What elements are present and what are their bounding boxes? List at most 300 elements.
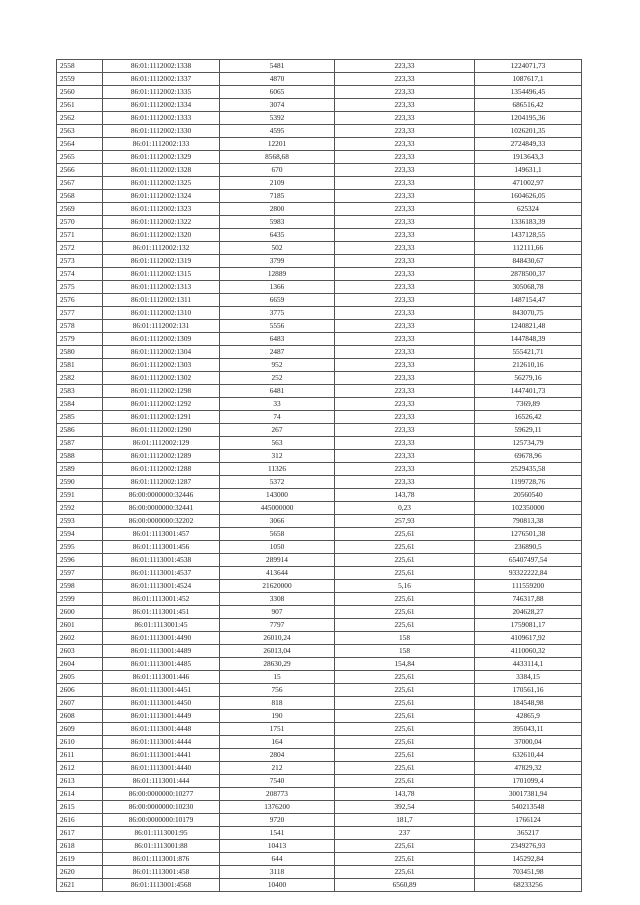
table-row	[57, 606, 582, 619]
area-cell: 3118	[220, 866, 335, 879]
area-cell: 12889	[220, 268, 335, 281]
row-number-cell: 2602	[57, 632, 103, 645]
cadastral-value-cell: 16526,42	[475, 411, 582, 424]
row-number-cell: 2566	[57, 164, 103, 177]
specific-value-cell: 158	[335, 632, 475, 645]
cadastral-value-cell: 37000,04	[475, 736, 582, 749]
table-row	[57, 112, 582, 125]
specific-value-cell: 225,61	[335, 606, 475, 619]
cadastral-number-cell: 86:01:1112002:1315	[103, 268, 220, 281]
area-cell: 26010,24	[220, 632, 335, 645]
cadastral-number-cell: 86:01:1112002:1313	[103, 281, 220, 294]
specific-value-cell: 225,61	[335, 554, 475, 567]
row-number-cell: 2576	[57, 294, 103, 307]
area-cell: 6483	[220, 333, 335, 346]
cadastral-value-cell: 1437128,55	[475, 229, 582, 242]
table-row	[57, 567, 582, 580]
table-row	[57, 710, 582, 723]
cadastral-number-cell: 86:01:1112002:1329	[103, 151, 220, 164]
specific-value-cell: 257,93	[335, 515, 475, 528]
row-number-cell: 2610	[57, 736, 103, 749]
table-row	[57, 619, 582, 632]
row-number-cell: 2594	[57, 528, 103, 541]
row-number-cell: 2606	[57, 684, 103, 697]
table-row	[57, 294, 582, 307]
table-row	[57, 476, 582, 489]
specific-value-cell: 223,33	[335, 320, 475, 333]
row-number-cell: 2596	[57, 554, 103, 567]
cadastral-value-cell: 204628,27	[475, 606, 582, 619]
cadastral-number-cell: 86:01:1113001:4441	[103, 749, 220, 762]
specific-value-cell: 223,33	[335, 333, 475, 346]
specific-value-cell: 223,33	[335, 203, 475, 216]
specific-value-cell: 6560,89	[335, 879, 475, 892]
specific-value-cell: 225,61	[335, 710, 475, 723]
cadastral-number-cell: 86:01:1112002:1292	[103, 398, 220, 411]
cadastral-number-cell: 86:01:1112002:1309	[103, 333, 220, 346]
specific-value-cell: 225,61	[335, 593, 475, 606]
cadastral-number-cell: 86:01:1113001:4440	[103, 762, 220, 775]
area-cell: 12201	[220, 138, 335, 151]
row-number-cell: 2578	[57, 320, 103, 333]
cadastral-value-cell: 1766124	[475, 814, 582, 827]
cadastral-number-cell: 86:01:1112002:1304	[103, 346, 220, 359]
table-row	[57, 554, 582, 567]
cadastral-number-cell: 86:00:0000000:32441	[103, 502, 220, 515]
cadastral-number-cell: 86:01:1113001:4450	[103, 697, 220, 710]
cadastral-value-cell: 555421,71	[475, 346, 582, 359]
table-row	[57, 164, 582, 177]
specific-value-cell: 223,33	[335, 138, 475, 151]
table-row	[57, 502, 582, 515]
row-number-cell: 2560	[57, 86, 103, 99]
table-row	[57, 203, 582, 216]
cadastral-value-cell: 848430,67	[475, 255, 582, 268]
table-row	[57, 216, 582, 229]
cadastral-value-cell: 1604626,05	[475, 190, 582, 203]
specific-value-cell: 225,61	[335, 775, 475, 788]
area-cell: 33	[220, 398, 335, 411]
cadastral-number-cell: 86:01:1112002:1328	[103, 164, 220, 177]
table-row	[57, 437, 582, 450]
area-cell: 3074	[220, 99, 335, 112]
row-number-cell: 2564	[57, 138, 103, 151]
table-row	[57, 840, 582, 853]
row-number-cell: 2558	[57, 60, 103, 73]
cadastral-number-cell: 86:01:1113001:444	[103, 775, 220, 788]
cadastral-value-cell: 1276501,38	[475, 528, 582, 541]
cadastral-value-cell: 2724849,33	[475, 138, 582, 151]
area-cell: 143000	[220, 489, 335, 502]
area-cell: 2487	[220, 346, 335, 359]
specific-value-cell: 0,23	[335, 502, 475, 515]
table-row	[57, 385, 582, 398]
row-number-cell: 2597	[57, 567, 103, 580]
table-row	[57, 268, 582, 281]
row-number-cell: 2577	[57, 307, 103, 320]
specific-value-cell: 223,33	[335, 177, 475, 190]
specific-value-cell: 181,7	[335, 814, 475, 827]
row-number-cell: 2599	[57, 593, 103, 606]
cadastral-value-cell: 703451,98	[475, 866, 582, 879]
specific-value-cell: 223,33	[335, 190, 475, 203]
row-number-cell: 2591	[57, 489, 103, 502]
specific-value-cell: 223,33	[335, 372, 475, 385]
cadastral-number-cell: 86:01:1113001:4449	[103, 710, 220, 723]
area-cell: 4595	[220, 125, 335, 138]
row-number-cell: 2621	[57, 879, 103, 892]
cadastral-value-cell: 843070,75	[475, 307, 582, 320]
row-number-cell: 2598	[57, 580, 103, 593]
row-number-cell: 2581	[57, 359, 103, 372]
area-cell: 10413	[220, 840, 335, 853]
cadastral-value-cell: 4433114,1	[475, 658, 582, 671]
cadastral-number-cell: 86:01:1112002:1338	[103, 60, 220, 73]
cadastral-value-cell: 625324	[475, 203, 582, 216]
specific-value-cell: 223,33	[335, 229, 475, 242]
row-number-cell: 2565	[57, 151, 103, 164]
cadastral-value-cell: 68233256	[475, 879, 582, 892]
specific-value-cell: 225,61	[335, 853, 475, 866]
area-cell: 312	[220, 450, 335, 463]
cadastral-number-cell: 86:01:1112002:1335	[103, 86, 220, 99]
specific-value-cell: 223,33	[335, 398, 475, 411]
cadastral-number-cell: 86:01:1113001:4568	[103, 879, 220, 892]
table-row	[57, 658, 582, 671]
cadastral-value-cell: 59629,11	[475, 424, 582, 437]
row-number-cell: 2589	[57, 463, 103, 476]
specific-value-cell: 223,33	[335, 424, 475, 437]
cadastral-number-cell: 86:01:1113001:4524	[103, 580, 220, 593]
cadastral-number-cell: 86:00:0000000:32446	[103, 489, 220, 502]
specific-value-cell: 225,61	[335, 528, 475, 541]
cadastral-value-cell: 1487154,47	[475, 294, 582, 307]
cadastral-value-cell: 65407497,54	[475, 554, 582, 567]
cadastral-number-cell: 86:01:1112002:1334	[103, 99, 220, 112]
cadastral-value-cell: 305068,78	[475, 281, 582, 294]
area-cell: 9720	[220, 814, 335, 827]
area-cell: 670	[220, 164, 335, 177]
area-cell: 3308	[220, 593, 335, 606]
cadastral-value-cell: 69678,96	[475, 450, 582, 463]
table-row	[57, 775, 582, 788]
specific-value-cell: 223,33	[335, 450, 475, 463]
table-row	[57, 333, 582, 346]
specific-value-cell: 223,33	[335, 255, 475, 268]
row-number-cell: 2562	[57, 112, 103, 125]
cadastral-number-cell: 86:01:1112002:1319	[103, 255, 220, 268]
row-number-cell: 2567	[57, 177, 103, 190]
table-row	[57, 424, 582, 437]
table-row	[57, 359, 582, 372]
table-row	[57, 736, 582, 749]
row-number-cell: 2614	[57, 788, 103, 801]
cadastral-number-cell: 86:01:1112002:1287	[103, 476, 220, 489]
cadastral-number-cell: 86:01:1113001:452	[103, 593, 220, 606]
specific-value-cell: 154,84	[335, 658, 475, 671]
specific-value-cell: 225,61	[335, 866, 475, 879]
cadastral-value-cell: 1199728,76	[475, 476, 582, 489]
cadastral-number-cell: 86:01:1112002:1333	[103, 112, 220, 125]
cadastral-value-cell: 632610,44	[475, 749, 582, 762]
specific-value-cell: 225,61	[335, 541, 475, 554]
specific-value-cell: 225,61	[335, 684, 475, 697]
area-cell: 952	[220, 359, 335, 372]
area-cell: 818	[220, 697, 335, 710]
table-row	[57, 151, 582, 164]
row-number-cell: 2559	[57, 73, 103, 86]
cadastral-value-cell: 212610,16	[475, 359, 582, 372]
cadastral-number-cell: 86:01:1112002:1324	[103, 190, 220, 203]
cadastral-value-cell: 1240821,48	[475, 320, 582, 333]
cadastral-number-cell: 86:01:1113001:45	[103, 619, 220, 632]
table-row	[57, 177, 582, 190]
area-cell: 6065	[220, 86, 335, 99]
specific-value-cell: 223,33	[335, 437, 475, 450]
cadastral-value-cell: 42865,9	[475, 710, 582, 723]
table-row	[57, 125, 582, 138]
row-number-cell: 2561	[57, 99, 103, 112]
cadastral-value-cell: 746317,88	[475, 593, 582, 606]
row-number-cell: 2605	[57, 671, 103, 684]
specific-value-cell: 223,33	[335, 242, 475, 255]
specific-value-cell: 223,33	[335, 463, 475, 476]
cadastral-value-cell: 1026201,35	[475, 125, 582, 138]
area-cell: 208773	[220, 788, 335, 801]
cadastral-value-cell: 1447401,73	[475, 385, 582, 398]
row-number-cell: 2593	[57, 515, 103, 528]
specific-value-cell: 225,61	[335, 840, 475, 853]
table-row	[57, 580, 582, 593]
area-cell: 5658	[220, 528, 335, 541]
cadastral-value-cell: 1913643,3	[475, 151, 582, 164]
table-row	[57, 86, 582, 99]
table-row	[57, 697, 582, 710]
specific-value-cell: 143,78	[335, 788, 475, 801]
cadastral-number-cell: 86:01:1113001:446	[103, 671, 220, 684]
cadastral-number-cell: 86:01:1113001:4448	[103, 723, 220, 736]
specific-value-cell: 223,33	[335, 294, 475, 307]
row-number-cell: 2604	[57, 658, 103, 671]
table-row	[57, 827, 582, 840]
specific-value-cell: 225,61	[335, 723, 475, 736]
row-number-cell: 2584	[57, 398, 103, 411]
table-row	[57, 60, 582, 73]
row-number-cell: 2586	[57, 424, 103, 437]
area-cell: 28630,29	[220, 658, 335, 671]
area-cell: 2804	[220, 749, 335, 762]
cadastral-number-cell: 86:01:1112002:1288	[103, 463, 220, 476]
table-row	[57, 229, 582, 242]
cadastral-number-cell: 86:01:1112002:1330	[103, 125, 220, 138]
specific-value-cell: 223,33	[335, 281, 475, 294]
row-number-cell: 2588	[57, 450, 103, 463]
table-row	[57, 398, 582, 411]
cadastral-number-cell: 86:01:1112002:1337	[103, 73, 220, 86]
area-cell: 1376200	[220, 801, 335, 814]
specific-value-cell: 223,33	[335, 112, 475, 125]
cadastral-value-cell: 149631,1	[475, 164, 582, 177]
cadastral-number-cell: 86:00:0000000:10230	[103, 801, 220, 814]
cadastral-value-cell: 56279,16	[475, 372, 582, 385]
table-row	[57, 242, 582, 255]
area-cell: 6481	[220, 385, 335, 398]
area-cell: 289914	[220, 554, 335, 567]
area-cell: 4870	[220, 73, 335, 86]
specific-value-cell: 158	[335, 645, 475, 658]
cadastral-number-cell: 86:01:1113001:4444	[103, 736, 220, 749]
row-number-cell: 2587	[57, 437, 103, 450]
area-cell: 5556	[220, 320, 335, 333]
table-row	[57, 528, 582, 541]
table-row	[57, 788, 582, 801]
area-cell: 1751	[220, 723, 335, 736]
area-cell: 6659	[220, 294, 335, 307]
cadastral-value-cell: 112111,66	[475, 242, 582, 255]
cadastral-number-cell: 86:01:1113001:4537	[103, 567, 220, 580]
specific-value-cell: 225,61	[335, 619, 475, 632]
area-cell: 2109	[220, 177, 335, 190]
specific-value-cell: 225,61	[335, 671, 475, 684]
area-cell: 11326	[220, 463, 335, 476]
cadastral-value-cell: 1204195,36	[475, 112, 582, 125]
cadastral-value-cell: 30017381,94	[475, 788, 582, 801]
cadastral-value-cell: 365217	[475, 827, 582, 840]
cadastral-value-cell: 1336183,39	[475, 216, 582, 229]
cadastral-value-cell: 3384,15	[475, 671, 582, 684]
cadastral-number-cell: 86:01:1112002:1311	[103, 294, 220, 307]
area-cell: 15	[220, 671, 335, 684]
area-cell: 1541	[220, 827, 335, 840]
table-row	[57, 866, 582, 879]
specific-value-cell: 223,33	[335, 151, 475, 164]
area-cell: 6435	[220, 229, 335, 242]
table-row	[57, 320, 582, 333]
table-row	[57, 281, 582, 294]
specific-value-cell: 223,33	[335, 86, 475, 99]
row-number-cell: 2607	[57, 697, 103, 710]
table-row	[57, 593, 582, 606]
cadastral-number-cell: 86:01:1112002:132	[103, 242, 220, 255]
specific-value-cell: 223,33	[335, 216, 475, 229]
cadastral-number-cell: 86:01:1112002:1323	[103, 203, 220, 216]
table-row	[57, 671, 582, 684]
cadastral-value-table	[56, 59, 582, 892]
area-cell: 7185	[220, 190, 335, 203]
row-number-cell: 2585	[57, 411, 103, 424]
area-cell: 3775	[220, 307, 335, 320]
row-number-cell: 2603	[57, 645, 103, 658]
specific-value-cell: 223,33	[335, 60, 475, 73]
row-number-cell: 2611	[57, 749, 103, 762]
table-row	[57, 346, 582, 359]
specific-value-cell: 392,54	[335, 801, 475, 814]
table-row	[57, 814, 582, 827]
table-row	[57, 515, 582, 528]
area-cell: 21620000	[220, 580, 335, 593]
specific-value-cell: 5,16	[335, 580, 475, 593]
area-cell: 212	[220, 762, 335, 775]
cadastral-number-cell: 86:01:1113001:4451	[103, 684, 220, 697]
specific-value-cell: 223,33	[335, 73, 475, 86]
row-number-cell: 2613	[57, 775, 103, 788]
cadastral-value-cell: 111559200	[475, 580, 582, 593]
specific-value-cell: 223,33	[335, 476, 475, 489]
cadastral-number-cell: 86:01:1113001:4485	[103, 658, 220, 671]
specific-value-cell: 223,33	[335, 411, 475, 424]
cadastral-value-cell: 540213548	[475, 801, 582, 814]
cadastral-number-cell: 86:01:1113001:456	[103, 541, 220, 554]
cadastral-value-cell: 184548,98	[475, 697, 582, 710]
cadastral-number-cell: 86:01:1113001:451	[103, 606, 220, 619]
cadastral-number-cell: 86:01:1112002:1291	[103, 411, 220, 424]
cadastral-number-cell: 86:01:1112002:1322	[103, 216, 220, 229]
cadastral-number-cell: 86:01:1113001:4538	[103, 554, 220, 567]
cadastral-value-cell: 1087617,1	[475, 73, 582, 86]
cadastral-value-cell: 1354496,45	[475, 86, 582, 99]
cadastral-value-cell: 170561,16	[475, 684, 582, 697]
specific-value-cell: 237	[335, 827, 475, 840]
area-cell: 252	[220, 372, 335, 385]
cadastral-value-cell: 145292,84	[475, 853, 582, 866]
cadastral-number-cell: 86:01:1112002:133	[103, 138, 220, 151]
cadastral-value-cell: 2349276,93	[475, 840, 582, 853]
cadastral-number-cell: 86:01:1112002:1290	[103, 424, 220, 437]
table-row	[57, 684, 582, 697]
table-row	[57, 632, 582, 645]
area-cell: 413644	[220, 567, 335, 580]
table-row	[57, 853, 582, 866]
specific-value-cell: 223,33	[335, 99, 475, 112]
cadastral-value-cell: 47829,32	[475, 762, 582, 775]
table-row	[57, 541, 582, 554]
cadastral-number-cell: 86:00:0000000:32202	[103, 515, 220, 528]
area-cell: 5392	[220, 112, 335, 125]
table-row	[57, 450, 582, 463]
cadastral-value-cell: 790813,38	[475, 515, 582, 528]
cadastral-value-cell: 93322222,84	[475, 567, 582, 580]
row-number-cell: 2609	[57, 723, 103, 736]
cadastral-value-cell: 395043,11	[475, 723, 582, 736]
row-number-cell: 2595	[57, 541, 103, 554]
cadastral-number-cell: 86:01:1112002:1289	[103, 450, 220, 463]
area-cell: 26013,04	[220, 645, 335, 658]
table-row	[57, 372, 582, 385]
table-row	[57, 190, 582, 203]
area-cell: 8568,68	[220, 151, 335, 164]
area-cell: 267	[220, 424, 335, 437]
cadastral-value-cell: 1224071,73	[475, 60, 582, 73]
cadastral-number-cell: 86:01:1112002:1310	[103, 307, 220, 320]
cadastral-value-cell: 1447848,39	[475, 333, 582, 346]
area-cell: 164	[220, 736, 335, 749]
table-row	[57, 411, 582, 424]
row-number-cell: 2569	[57, 203, 103, 216]
row-number-cell: 2572	[57, 242, 103, 255]
cadastral-number-cell: 86:01:1112002:1303	[103, 359, 220, 372]
row-number-cell: 2616	[57, 814, 103, 827]
area-cell: 907	[220, 606, 335, 619]
row-number-cell: 2590	[57, 476, 103, 489]
row-number-cell: 2583	[57, 385, 103, 398]
area-cell: 2800	[220, 203, 335, 216]
table-row	[57, 255, 582, 268]
row-number-cell: 2601	[57, 619, 103, 632]
table-row	[57, 307, 582, 320]
row-number-cell: 2582	[57, 372, 103, 385]
table-row	[57, 645, 582, 658]
area-cell: 5481	[220, 60, 335, 73]
